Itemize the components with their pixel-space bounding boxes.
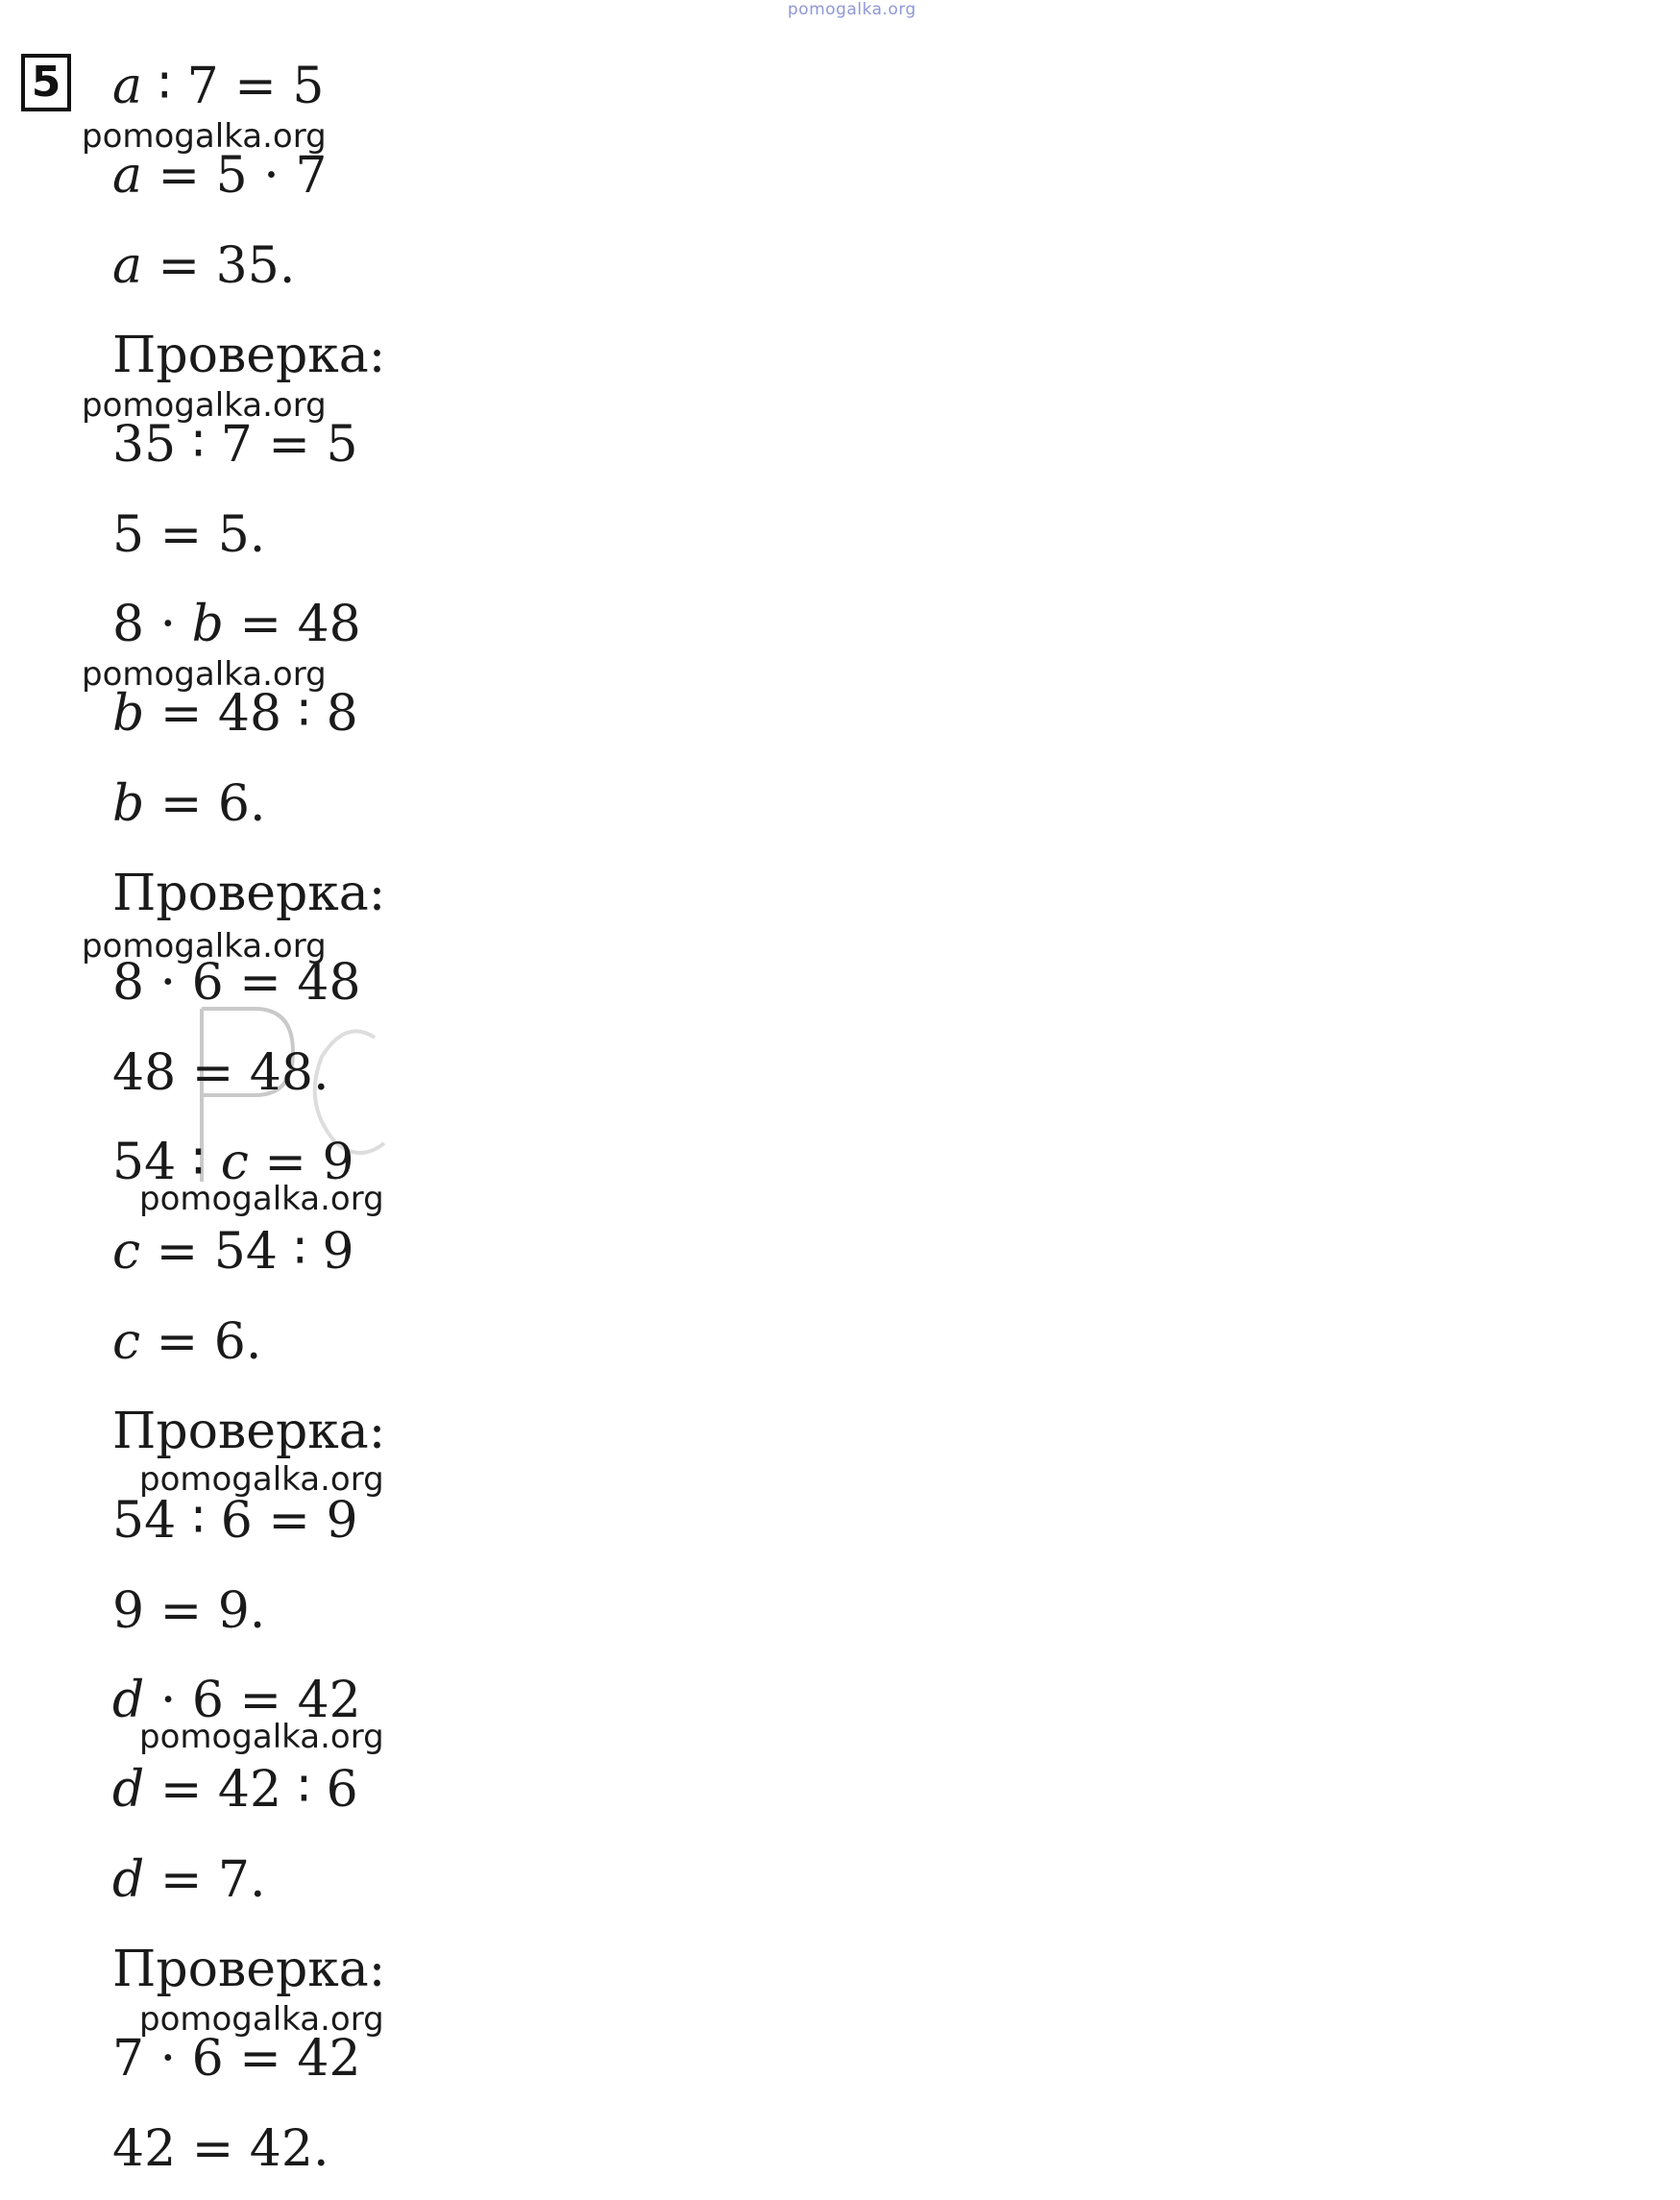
check-b-1: 8 · 6 = 48 bbox=[112, 954, 361, 1012]
watermark-8: pomogalka.org bbox=[139, 2000, 384, 2039]
check-c-1: 54 ∶ 6 = 9 bbox=[112, 1492, 358, 1550]
check-d-2: 42 = 42. bbox=[112, 2120, 329, 2178]
eq-d-3: d = 7. bbox=[112, 1851, 266, 1909]
check-b-2: 48 = 48. bbox=[112, 1044, 329, 1102]
eq-d-1: d · 6 = 42 bbox=[112, 1672, 361, 1729]
eq-a-2: a = 5 · 7 bbox=[112, 147, 328, 205]
eq-d-2: d = 42 ∶ 6 bbox=[112, 1761, 358, 1819]
check-a-2: 5 = 5. bbox=[112, 506, 266, 564]
top-watermark: pomogalka.org bbox=[788, 0, 916, 19]
task-number-badge: 5 bbox=[21, 54, 71, 111]
eq-c-1: 54 ∶ c = 9 bbox=[112, 1134, 354, 1191]
eq-b-3: b = 6. bbox=[112, 775, 266, 833]
watermark-7: pomogalka.org bbox=[139, 1718, 384, 1756]
eq-a-3: a = 35. bbox=[112, 237, 296, 295]
eq-b-1: 8 · b = 48 bbox=[112, 596, 361, 653]
watermark-6: pomogalka.org bbox=[139, 1460, 384, 1499]
eq-c-2: c = 54 ∶ 9 bbox=[112, 1223, 354, 1281]
check-label-3: Проверка: bbox=[112, 1403, 386, 1460]
watermark-4: pomogalka.org bbox=[82, 927, 327, 966]
check-label-4: Проверка: bbox=[112, 1941, 386, 1998]
watermark-2: pomogalka.org bbox=[82, 386, 327, 425]
check-label-1: Проверка: bbox=[112, 327, 386, 384]
watermark-5: pomogalka.org bbox=[139, 1180, 384, 1218]
watermark-1: pomogalka.org bbox=[82, 117, 327, 156]
check-c-2: 9 = 9. bbox=[112, 1582, 266, 1640]
eq-c-3: c = 6. bbox=[112, 1313, 262, 1371]
check-a-1: 35 ∶ 7 = 5 bbox=[112, 416, 358, 474]
watermark-3: pomogalka.org bbox=[82, 655, 327, 694]
check-label-2: Проверка: bbox=[112, 865, 386, 922]
eq-a-1: a ∶ 7 = 5 bbox=[112, 58, 325, 115]
eq-b-2: b = 48 ∶ 8 bbox=[112, 685, 358, 743]
check-d-1: 7 · 6 = 42 bbox=[112, 2030, 361, 2088]
